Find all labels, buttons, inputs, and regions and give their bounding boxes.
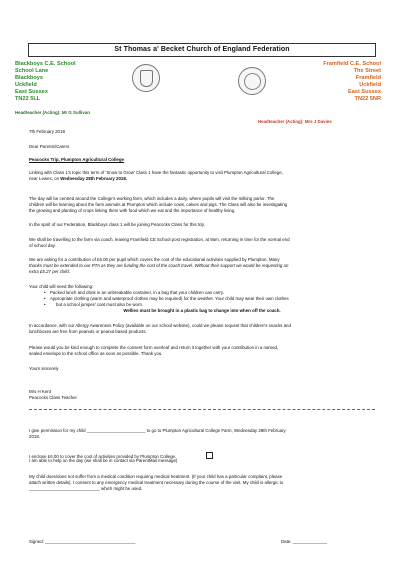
list-item: • Packed lunch and drink in an unbreakable container, in a bag that your children can carry. [44, 290, 374, 296]
trip-date: Wednesday 28th February 2018. [60, 176, 128, 181]
left-school-crest-icon [132, 64, 160, 92]
salutation: Dear Parents/Carers [29, 144, 70, 149]
allergy-field[interactable]: _____________________________ which might be used. [29, 486, 143, 491]
right-school-address [323, 61, 381, 102]
letter-date: 7th February 2018 [29, 129, 65, 134]
letter-subject: Peacocks Trip, Plumpton Agricultural College [29, 157, 124, 162]
requirements-list [44, 290, 374, 308]
right-school-crest-icon [238, 67, 266, 95]
enclose-text: I enclose £6.00 to cover the cost of activities provided by Plumpton College. [29, 454, 177, 459]
medical-line: attach written details). I consent to any emergency medical treatment necessary during the course of the visit. My child is allergic to [29, 480, 284, 485]
left-address-line: Blackboys [15, 74, 43, 81]
left-address-line: East Sussex [15, 88, 48, 95]
paragraph-line: the growing and planting of crops linking them with food which we eat and the importance of healthy living. [29, 208, 236, 213]
permission-line: 2018. [29, 434, 40, 439]
paragraph-line: sealed envelope to the school office as soon as possible. Thank you. [29, 351, 163, 356]
paragraph-line: The day will be centred around the College's working farm, which includes a dairy, where pupils will visit the milking parlor. The [29, 196, 275, 201]
left-address-line: TN22 5LL [15, 95, 41, 102]
right-address-line: East Sussex [348, 88, 381, 95]
list-item: • but a school jumper/ coat must also be worn. [44, 302, 374, 308]
paragraph-line: We shall be travelling to the farm via coach, leaving Framfield CE School post registration, at 9am, returning in time for the normal end [29, 237, 290, 242]
right-headteacher: Headteacher (Acting): Mrs J Davies [258, 119, 332, 124]
left-address-line: Blackboys C.E. School [15, 61, 76, 67]
right-address-line: TN22 5NR [354, 95, 381, 102]
paragraph-line: thanks must be extended to our PTA as they are funding the cost of the coach travel. Without their support we would be requesting an [29, 263, 289, 268]
paragraph-line: of school day. [29, 243, 56, 248]
permission-line: I give permission for my child ________________________ to go to Plumpton Agricultural College Farm, Wednesday 28th February [29, 428, 286, 433]
paragraph-line: Your child will need the following: [29, 284, 94, 289]
cut-line [29, 409, 375, 410]
paragraph-line: lunchboxes are free from peanuts or peanut based products. [29, 329, 147, 334]
paragraph-line: We are asking for a contribution of £6.00 per pupil which covers the cost of the educational activities supplied by Plumpton. Many [29, 257, 280, 262]
closing: Yours sincerely [29, 366, 59, 371]
signatory-role: Peacocks Class Teacher [29, 395, 77, 400]
right-address-line: Uckfield [359, 81, 381, 88]
help-row: I am able to help on the day (we shall be in contact via ParentMail message) [29, 458, 178, 463]
left-school-address [15, 61, 76, 102]
left-address-line: School Lane [15, 67, 49, 74]
paragraph-line: Please would you be kind enough to complete the consent form overleaf and return it together with your contribution in a named, [29, 345, 279, 350]
text-span: near Lewes, on [29, 176, 61, 181]
wellies-notice: Wellies must be brought in a plastic bag to change into when off the coach. [123, 308, 281, 313]
federation-title: St Thomas a' Becket Church of England Federation [28, 43, 376, 57]
date-field[interactable]: Date: ______________ [281, 539, 327, 544]
right-address-line: Framfield [355, 74, 381, 81]
paragraph-line: In accordance, with our Allergy Awareness Policy (available on our school website), could we please request that children's snacks and [29, 323, 291, 328]
signature-field[interactable]: Signed: _____________________________________ [29, 539, 136, 544]
right-address-line: The Street [353, 67, 381, 74]
paragraph-line: In the spirit of our Federation, Blackboys class 1 will be joining Peacocks Class for this trip. [29, 222, 206, 227]
left-headteacher: Headteacher (Acting): Mr G Sullivan [15, 110, 90, 115]
paragraph-line: children will be learning about the farm animals at Plumpton which include cows, calves and pigs. The Class will also be investigating [29, 202, 288, 207]
left-address-line: Uckfield [15, 81, 37, 88]
list-item: • Appropriate clothing (warm and waterproof clothes may be required) for the weather. Your child may wear their own clothes [44, 296, 374, 302]
paragraph-line: extra £5.27 per child. [29, 269, 71, 274]
paragraph-line [29, 176, 375, 182]
signatory-name: Mrs H Kent [29, 389, 51, 394]
medical-line: My child does/does not suffer from a medical condition requiring medical treatment. (If your child has a particular complaint, please [29, 474, 283, 479]
right-address-line: Framfield C.E. School [323, 61, 381, 67]
paragraph-line: Linking with Class 1's topic this term of 'Snow to Grow' Class 1 have the fantastic opportunity to visit Plumpton Agricultural College, [29, 170, 283, 175]
